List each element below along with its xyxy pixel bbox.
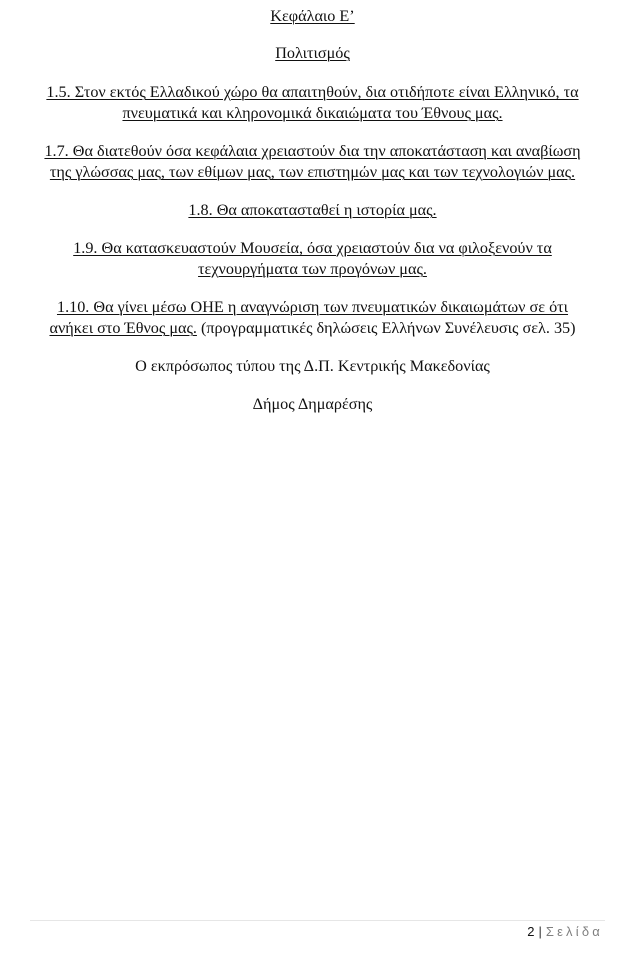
paragraph-line: 1.8. Θα αποκατασταθεί η ιστορία μας.: [188, 201, 437, 219]
chapter-heading: [14, 6, 611, 27]
paragraph-line-with-citation: [14, 318, 611, 339]
paragraph-1-7: [14, 141, 611, 183]
paragraph-1-10: [14, 297, 611, 339]
paragraph-line: πνευματικά και κληρονομικά δικαιώματα του Έθνους μας.: [122, 104, 503, 122]
signature-block: [14, 394, 611, 415]
paragraph-1-5: [14, 82, 611, 124]
document-body: [14, 6, 611, 415]
citation-text: (προγραμματικές δηλώσεις Ελλήνων Συνέλευσις σελ. 35): [196, 319, 576, 337]
signature-name: Δήμος Δημαρέσης: [252, 395, 373, 413]
paragraph-line-text: ανήκει στο Έθνος μας.: [49, 319, 197, 337]
section-heading: [14, 43, 611, 64]
paragraph-1-9: [14, 238, 611, 280]
paragraph-line: της γλώσσας μας, των εθίμων μας, των επιστημών μας και των τεχνολογιών μας.: [49, 163, 576, 181]
page-footer: [527, 924, 603, 940]
spokesperson-block: [14, 356, 611, 377]
page-word: Σελίδα: [545, 924, 603, 939]
section-title: Πολιτισμός: [275, 44, 350, 62]
paragraph-line: 1.5. Στον εκτός Ελλαδικού χώρο θα απαιτηθούν, δια οτιδήποτε είναι Ελληνικό, τα: [46, 83, 579, 101]
paragraph-line: τεχνουργήματα των προγόνων μας.: [198, 260, 427, 278]
paragraph-1-8: [14, 200, 611, 221]
page-number: 2: [527, 924, 535, 939]
spokesperson-line: Ο εκπρόσωπος τύπου της Δ.Π. Κεντρικής Μακεδονίας: [135, 357, 490, 375]
chapter-title: Κεφάλαιο Ε’: [270, 7, 355, 25]
paragraph-line: 1.9. Θα κατασκευαστούν Μουσεία, όσα χρειαστούν δια να φιλοξενούν τα: [73, 239, 552, 257]
footer-divider: [30, 920, 605, 921]
paragraph-line: 1.10. Θα γίνει μέσω ΟΗΕ η αναγνώριση των πνευματικών δικαιωμάτων σε ότι: [56, 298, 569, 316]
paragraph-line: 1.7. Θα διατεθούν όσα κεφάλαια χρειαστούν δια την αποκατάσταση και αναβίωση: [44, 142, 581, 160]
footer-separator: |: [538, 924, 542, 939]
